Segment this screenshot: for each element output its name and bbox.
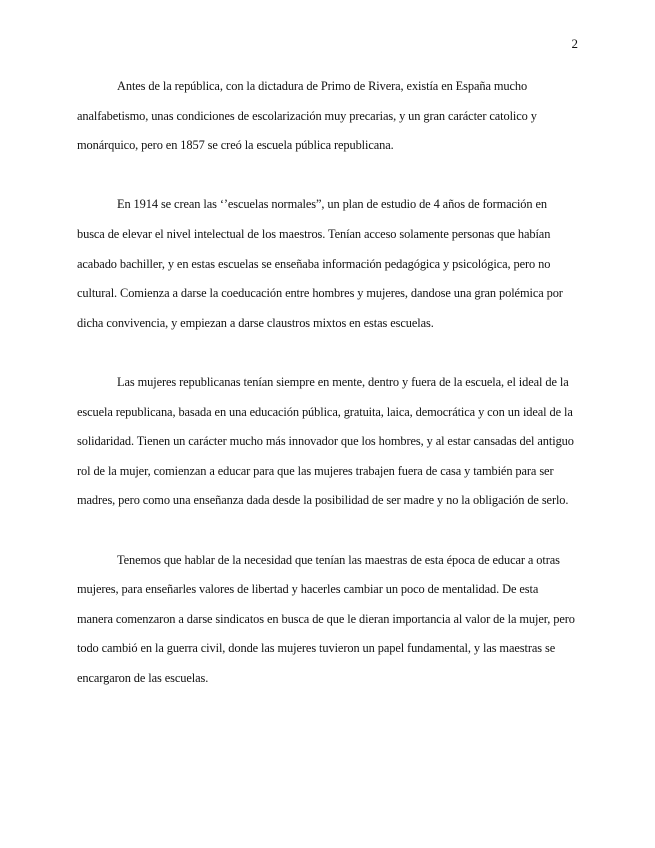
paragraph: Antes de la república, con la dictadura de Primo de Rivera, existía en España mucho analfabetismo, unas condiciones de escolarización muy precarias, y un gran carácter catolico y monárquico, pero en 1857 se creó la escuela pública republicana. [77,79,537,153]
paragraph: Tenemos que hablar de la necesidad que tenían las maestras de esta época de educar a otras mujeres, para enseñarles valores de libertad y hacerles cambiar un poco de mentalidad. De esta manera comenzaron a darse sindicatos en busca de que le dieran importancia al valor de la mujer, pero todo cambió en la guerra civil, donde las mujeres tuvieron un papel fundamental, y las maestras se encargaron de las escuelas. [77,552,575,685]
paragraph: En 1914 se crean las ‘’escuelas normales”, un plan de estudio de 4 años de formación en busca de elevar el nivel intelectual de los maestros. Tenían acceso solamente personas que habían acabado bachiller, y en estas escuelas se enseñaba información pedagógica y psicológica, pero no cultural. Comienza a darse la coeducación entre hombres y mujeres, dandose una gran polémica por dicha convivencia, y empiezan a darse claustros mixtos en estas escuelas. [77,197,563,330]
body-text [77,72,577,693]
page-number: 2 [571,36,578,51]
paragraph: Las mujeres republicanas tenían siempre en mente, dentro y fuera de la escuela, el ideal de la escuela republicana, basada en una educación pública, gratuita, laica, democrática y con un ideal de la solidaridad. Tienen un carácter mucho más innovador que los hombres, y al estar cansadas del antiguo rol de la mujer, comienzan a educar para que las mujeres trabajen fuera de casa y también para ser madres, pero como una enseñanza dada desde la posibilidad de ser madre y no la obligación de serlo. [77,374,574,508]
